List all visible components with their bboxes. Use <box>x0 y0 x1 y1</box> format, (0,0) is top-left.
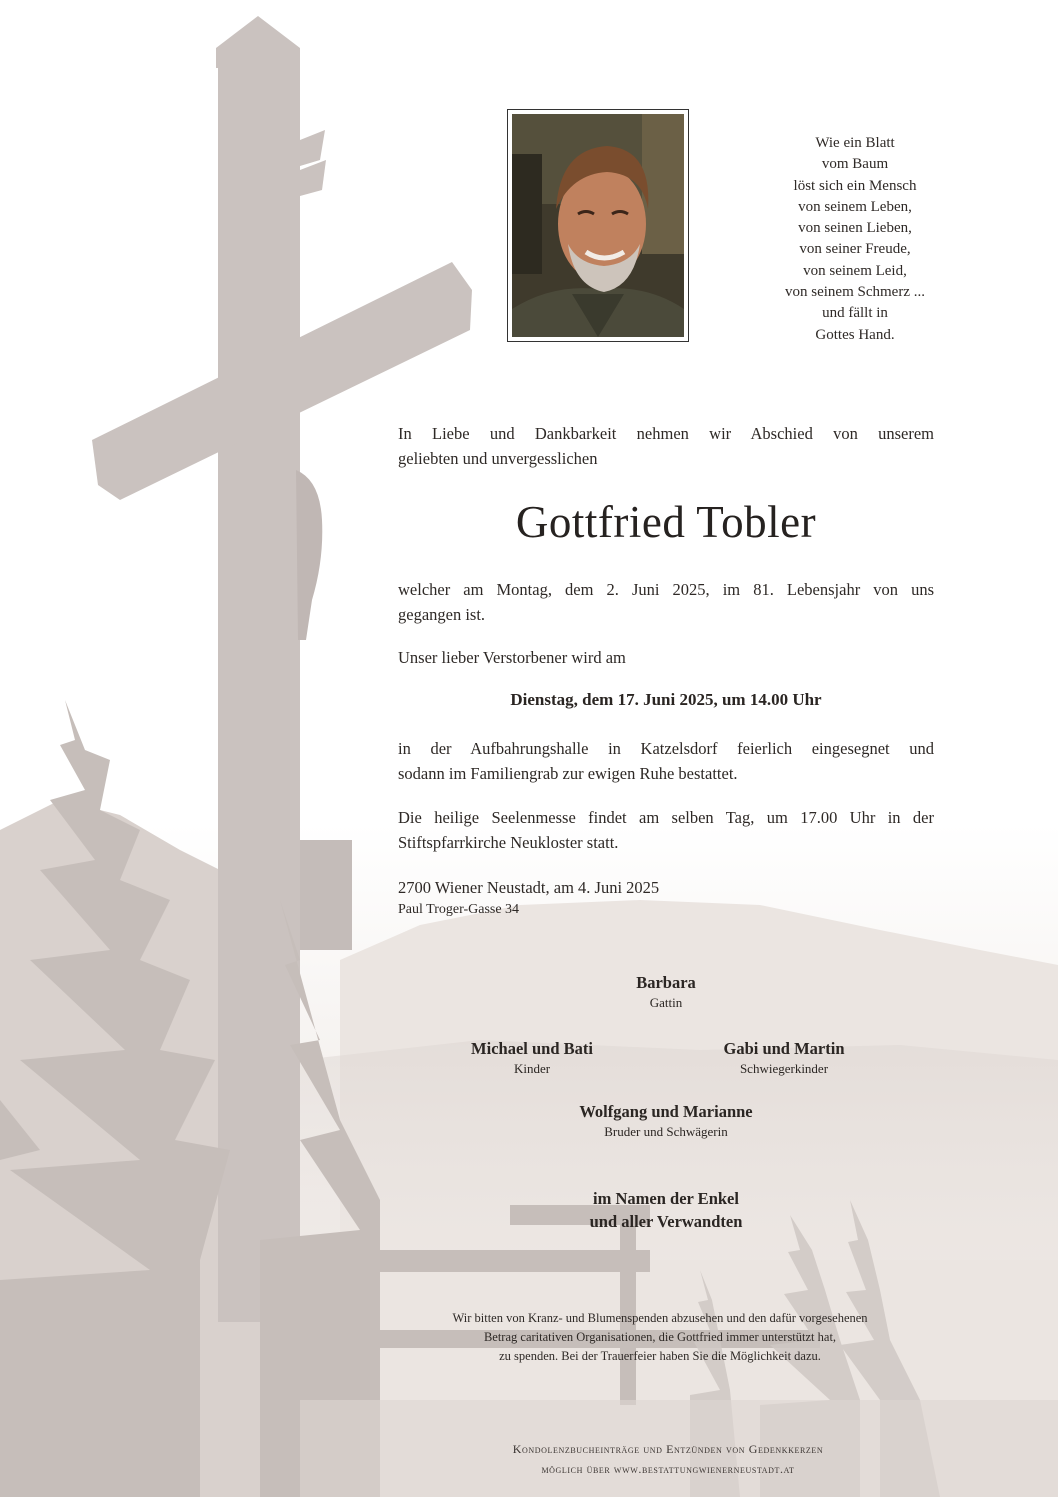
mourner-children-in-law <box>684 1038 884 1078</box>
mourner-children <box>432 1038 632 1078</box>
poem <box>740 133 970 346</box>
mourner-relation: Kinder <box>513 1061 551 1076</box>
mass-text <box>398 806 934 855</box>
intro-line-2: geliebten und unvergesslichen <box>398 448 598 468</box>
footer-condolence <box>400 1439 936 1479</box>
footer-line-2: möglich über www.bestattungwienerneustadt.at <box>541 1462 795 1476</box>
donation-request <box>380 1309 940 1366</box>
poem-line: von seinem Leben, <box>798 198 912 215</box>
intro-text <box>398 422 934 471</box>
poem-line: von seinem Leid, <box>803 262 907 279</box>
poem-line: und fällt in <box>822 305 888 322</box>
mourner-relation: Bruder und Schwägerin <box>604 1124 728 1139</box>
death-line-2: gegangen ist. <box>398 604 486 624</box>
poem-line: Wie ein Blatt <box>815 135 895 151</box>
intro-line-1: In Liebe und Dankbarkeit nehmen wir Abschied von unserem <box>398 424 934 443</box>
mass-line-2: Stiftspfarrkirche Neukloster statt. <box>398 832 619 852</box>
poem-line: von seinen Lieben, <box>798 220 912 237</box>
mourner-spouse <box>566 972 766 1012</box>
request-line-1: Wir bitten von Kranz- und Blumenspenden abzusehen und den dafür vorgesehenen <box>452 1311 868 1325</box>
request-line-3: zu spenden. Bei der Trauerfeier haben Sie die Möglichkeit dazu. <box>499 1349 821 1363</box>
poem-line: löst sich ein Mensch <box>793 177 917 194</box>
closing-line-2: und aller Verwandten <box>589 1212 743 1231</box>
closing-text <box>466 1187 866 1233</box>
deceased-name: Gottfried Tobler <box>515 497 817 547</box>
portrait-photo-frame <box>507 109 689 342</box>
poem-line: Gottes Hand. <box>815 326 895 343</box>
request-line-2: Betrag caritativen Organisationen, die Gottfried immer unterstützt hat, <box>483 1330 837 1344</box>
death-text <box>398 578 934 627</box>
burial-line-1: in der Aufbahrungshalle in Katzelsdorf feierlich eingesegnet und <box>398 739 934 758</box>
funeral-date: Dienstag, dem 17. Juni 2025, um 14.00 Uhr <box>510 690 822 709</box>
footer-line-1: Kondolenzbucheinträge und Entzünden von Gedenkkerzen <box>512 1442 824 1456</box>
portrait-photo <box>512 114 684 337</box>
mourner-relation: Schwiegerkinder <box>739 1061 829 1076</box>
burial-text <box>398 737 934 786</box>
mourner-name: Wolfgang und Marianne <box>579 1102 753 1121</box>
poem-line: vom Baum <box>821 156 889 173</box>
death-line-1: welcher am Montag, dem 2. Juni 2025, im 81. Lebensjahr von uns <box>398 580 934 599</box>
mourner-name: Michael und Bati <box>471 1039 593 1058</box>
address: Paul Troger-Gasse 34 <box>398 902 520 917</box>
mourner-siblings <box>546 1101 786 1141</box>
mourner-name: Gabi und Martin <box>723 1039 845 1058</box>
poem-line: von seinem Schmerz ... <box>785 284 925 301</box>
mourner-relation: Gattin <box>649 995 683 1010</box>
poem-line: von seiner Freude, <box>799 241 911 258</box>
place-date: 2700 Wiener Neustadt, am 4. Juni 2025 <box>398 878 660 897</box>
mass-line-1: Die heilige Seelenmesse findet am selben Tag, um 17.00 Uhr in der <box>398 808 934 827</box>
mourner-name: Barbara <box>636 973 696 992</box>
closing-line-1: im Namen der Enkel <box>593 1189 739 1208</box>
burial-line-2: sodann im Familiengrab zur ewigen Ruhe bestattet. <box>398 763 738 783</box>
funeral-intro: Unser lieber Verstorbener wird am <box>398 648 626 667</box>
